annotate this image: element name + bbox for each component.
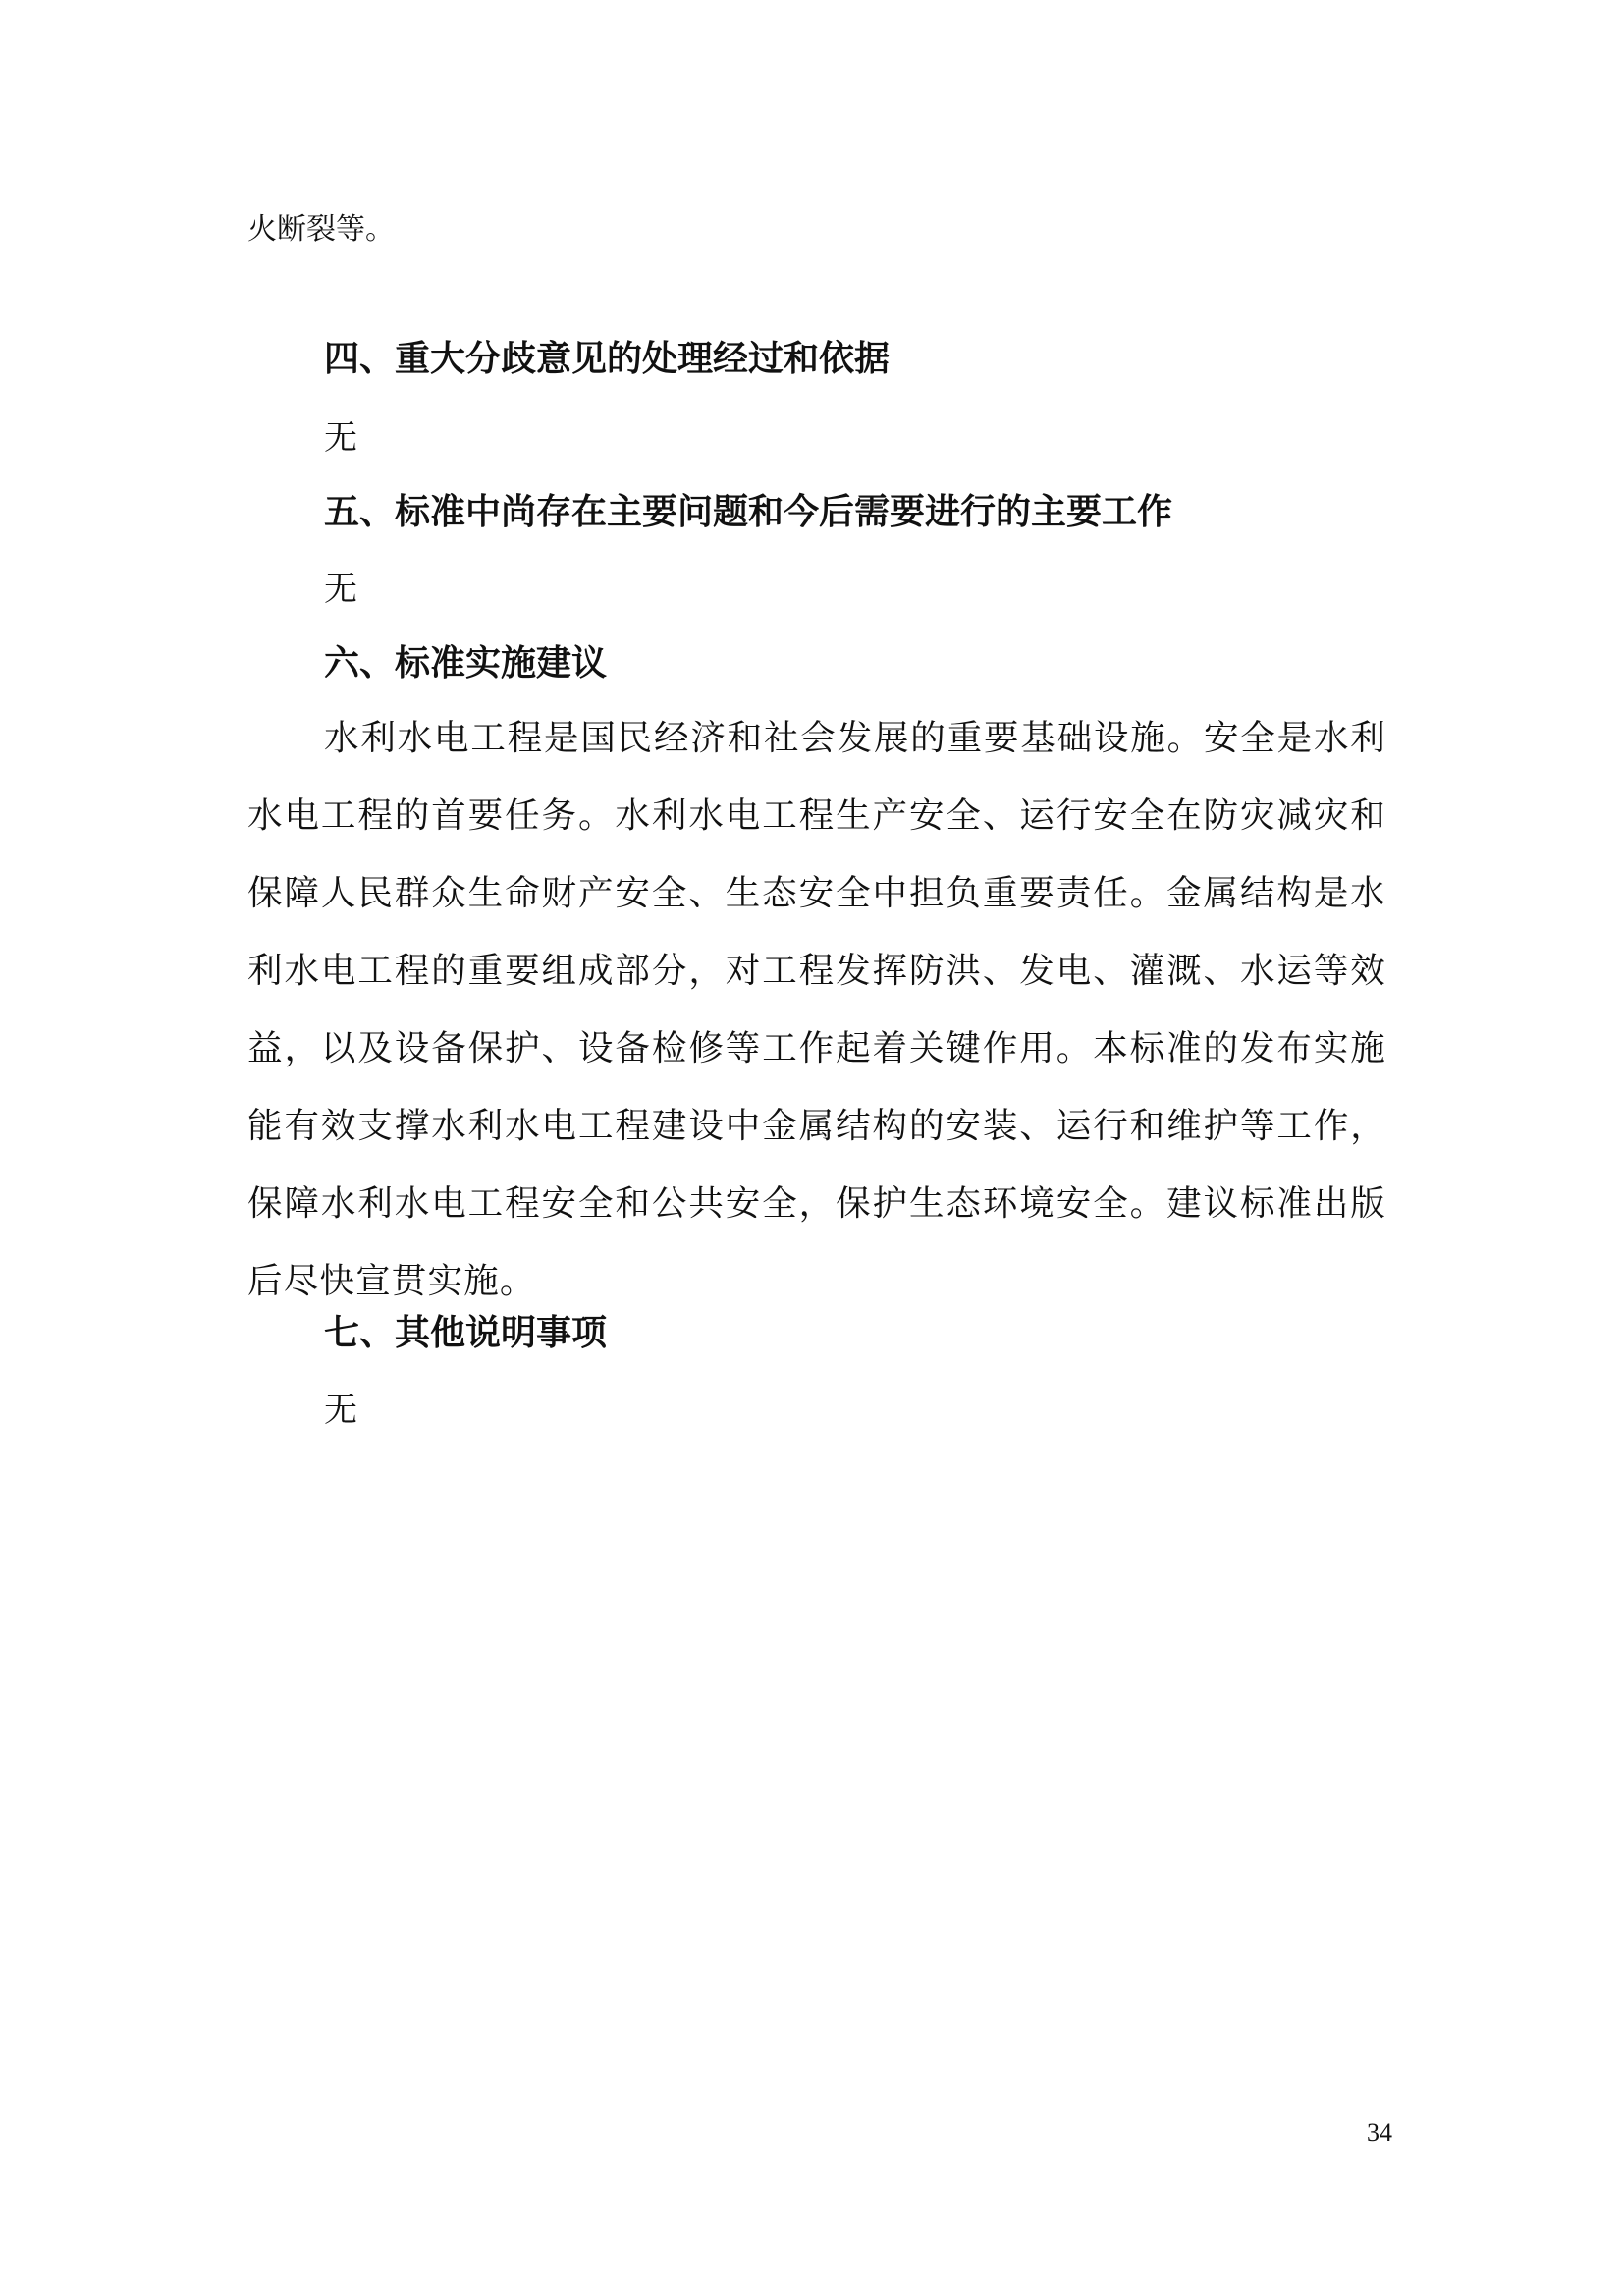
section-5-heading: 五、标准中尚存在主要问题和今后需要进行的主要工作 bbox=[324, 492, 1173, 532]
section-4-body bbox=[247, 412, 1386, 464]
section-5-text: 无 bbox=[324, 570, 357, 609]
section-7 bbox=[247, 1308, 1386, 1359]
section-7-heading: 七、其他说明事项 bbox=[324, 1313, 608, 1353]
section-6-heading: 六、标准实施建议 bbox=[324, 643, 608, 683]
section-7-body bbox=[247, 1385, 1386, 1436]
section-5-body bbox=[247, 564, 1386, 615]
page-number: 34 bbox=[1367, 2118, 1392, 2147]
section-5 bbox=[247, 487, 1386, 538]
continuation-text: 火断裂等。 bbox=[247, 212, 395, 246]
section-6-paragraph: 水利水电工程是国民经济和社会发展的重要基础设施。安全是水利水电工程的首要任务。水利水电工程生产安全、运行安全在防灾减灾和保障人民群众生命财产安全、生态安全中担负重要责任。金属结构是水利水电工程的重要组成部分，对工程发挥防洪、发电、灌溉、水运等效益，以及设备保护、设备检修等工作起着关键作用。本标准的发布实施能有效支撑水利水电工程建设中金属结构的安装、运行和维护等工作，保障水利水电工程安全和公共安全，保护生态环境安全。建议标准出版后尽快宣贯实施。 bbox=[247, 718, 1386, 1301]
section-6-body bbox=[247, 699, 1386, 1320]
section-6 bbox=[247, 638, 1386, 689]
section-4-heading: 四、重大分歧意见的处理经过和依据 bbox=[324, 339, 891, 379]
section-7-text: 无 bbox=[324, 1391, 357, 1430]
section-4 bbox=[247, 334, 1386, 385]
section-4-text: 无 bbox=[324, 418, 357, 458]
